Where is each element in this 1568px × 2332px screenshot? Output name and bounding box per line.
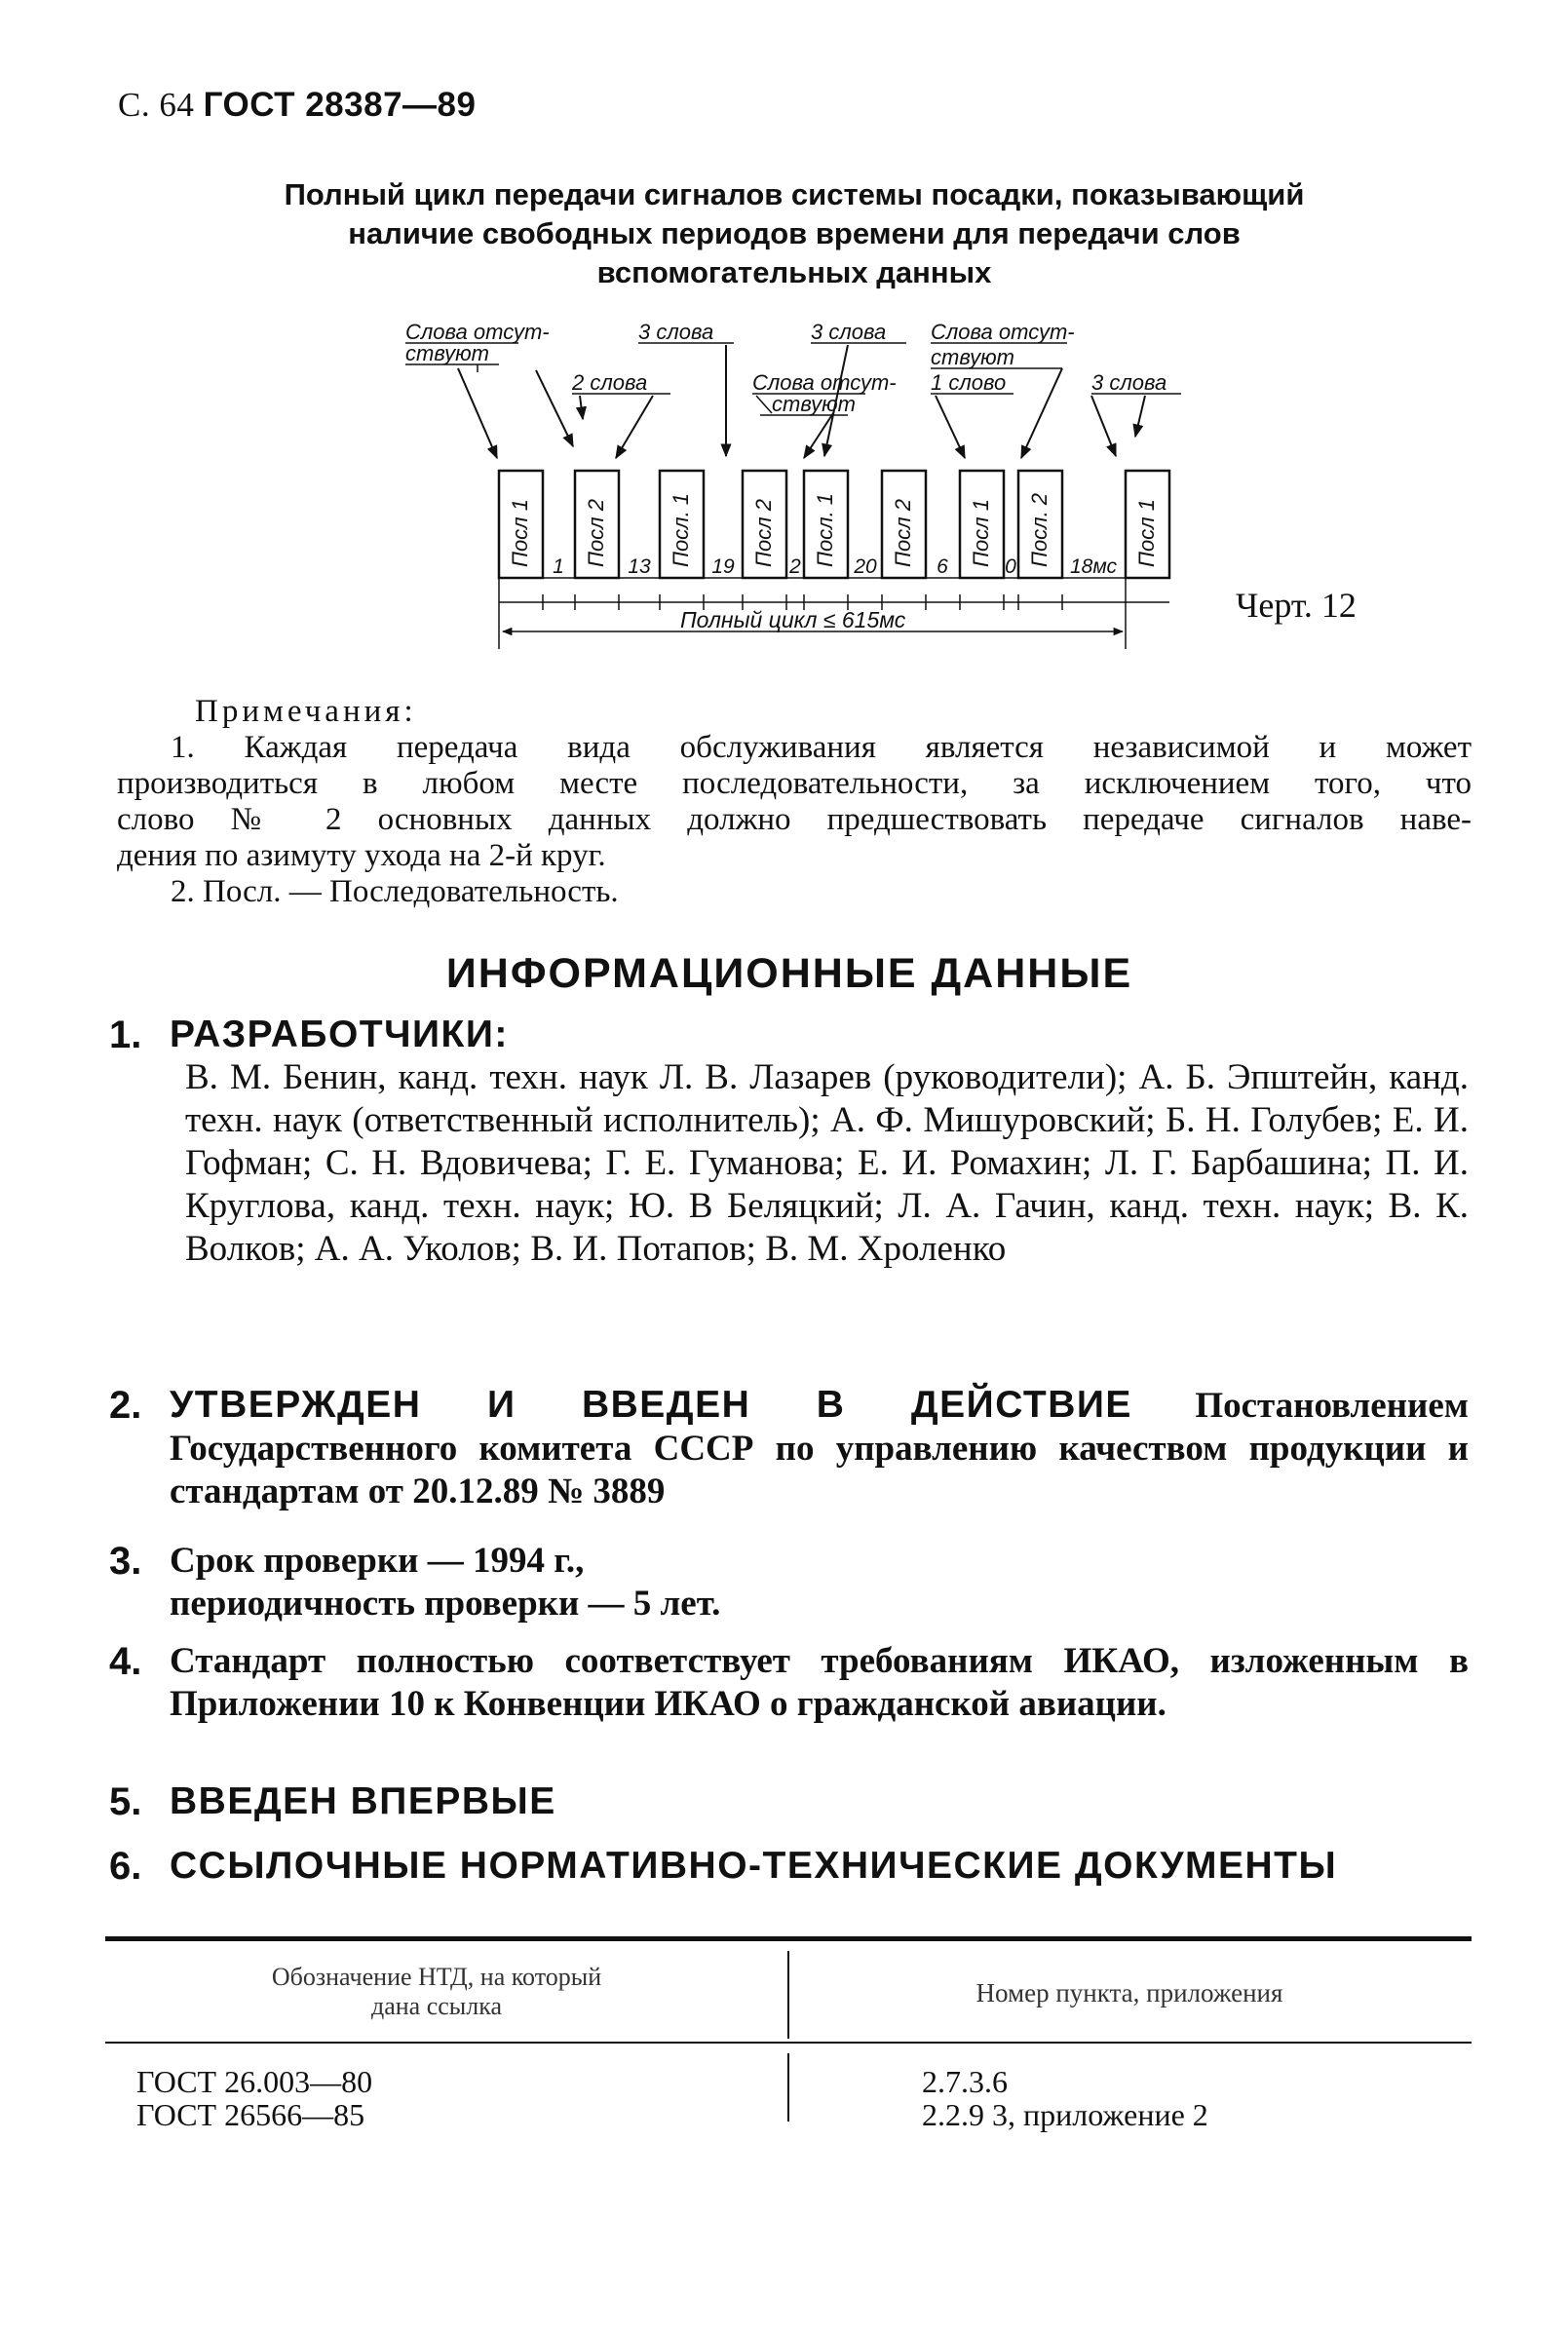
section-heading: УТВЕРЖДЕН И ВВЕДЕН В ДЕЙСТВИЕ	[170, 1384, 1132, 1426]
table-cell-refs	[922, 2065, 1208, 2131]
section-number: 3.	[109, 1540, 142, 1583]
section-number: 5.	[109, 1780, 142, 1823]
developers-list: В. М. Бенин, канд. техн. наук Л. В. Лазарев (руководители); А. Б. Эпштейн, канд. техн. наук (ответственный исполнитель); А. Ф. Мишуровский; Б. Н. Голубев; Е. И. Гофман; С. Н. Вдовичева; Г. Е. Гуманова; Е. И. Ромахин; Л. Г. Барбашина; П. И. Круглова, канд. техн. наук; Ю. В Беляцкий; Л. А. Гачин, канд. техн. наук; В. К. Волков; А. А. Уколов; В. И. Потапов; В. М. Хроленко	[185, 1057, 1469, 1269]
block-label: Посл 1	[508, 499, 532, 567]
section-review	[109, 1540, 1469, 1625]
annotation-text: 3 слова	[638, 320, 714, 344]
header-text: Обозначение НТД, на который	[271, 1963, 602, 1991]
figure-title-line: вспомогательных данных	[596, 255, 992, 289]
annotation-text: Слова отсут-	[405, 320, 550, 344]
table-cell-docs	[136, 2065, 372, 2131]
annotation-text: ствуют	[405, 341, 489, 365]
timing-diagram	[390, 310, 1199, 661]
notes	[117, 694, 1472, 910]
gap-value: 0	[1005, 555, 1016, 578]
section-text: Постановлением Государственного комитета СССР по управлению качеством продукции и стандартам от 20.12.89 № 3889	[170, 1386, 1469, 1511]
block-label: Посл 2	[891, 499, 915, 567]
section-heading: РАЗРАБОТЧИКИ:	[170, 1013, 509, 1055]
block-label: Посл 2	[751, 499, 776, 567]
section-number: 6.	[109, 1845, 142, 1888]
block-label: Посл 1	[1134, 499, 1159, 567]
section-number: 1.	[109, 1013, 142, 1056]
info-title: ИНФОРМАЦИОННЫЕ ДАННЫЕ	[445, 950, 1133, 997]
gap-value: 20	[854, 555, 877, 578]
annotation-text: ствуют	[772, 392, 856, 416]
standard-code: ГОСТ 28387—89	[203, 86, 477, 124]
annotation-text: 3 слова	[811, 320, 887, 344]
section-references	[109, 1845, 1469, 1889]
section-text: Срок проверки — 1994 г.,	[170, 1541, 585, 1581]
table-cell: ГОСТ 26566—85	[136, 2097, 365, 2132]
block-label: Посл 1	[969, 499, 993, 567]
block-label: Посл. 1	[813, 492, 837, 567]
note-line: производиться в любом месте последовательности, за исключением того, что	[117, 766, 1472, 801]
header-text: дана ссылка	[370, 1992, 503, 2020]
gap-value: 19	[711, 555, 735, 578]
figure-title	[195, 175, 1394, 292]
table-header-cell: Номер пункта, приложения	[975, 1978, 1283, 2007]
section-icao	[109, 1640, 1469, 1726]
gap-value: 6	[937, 555, 948, 578]
table-cell: 2.7.3.6	[922, 2064, 1008, 2099]
notes-title: Примечания:	[195, 694, 417, 729]
table-body	[105, 2044, 1472, 2160]
gap-value: 18мс	[1069, 555, 1118, 578]
section-heading: ССЫЛОЧНЫЕ НОРМАТИВНО-ТЕХНИЧЕСКИЕ ДОКУМЕНТЫ	[170, 1845, 1338, 1887]
annotation-text: Слова отсут-	[752, 370, 897, 395]
figure-title-line: Полный цикл передачи сигналов системы посадки, показывающий	[284, 177, 1305, 211]
gap-value: 13	[628, 555, 651, 578]
annotation-text: Слова отсут-	[931, 320, 1075, 344]
section-number: 2.	[109, 1384, 142, 1427]
section-approved	[109, 1384, 1469, 1513]
table-header-cell	[164, 1963, 709, 2021]
block-label: Посл 2	[584, 499, 608, 567]
note-line: 2. Посл. — Последовательность.	[171, 874, 619, 909]
page-header	[118, 86, 476, 125]
section-developers	[109, 1013, 1469, 1271]
block-label: Посл. 2	[1027, 492, 1052, 567]
column-divider	[787, 2053, 789, 2122]
reference-table	[105, 1936, 1472, 2160]
section-number: 4.	[109, 1640, 142, 1683]
table-header-row	[105, 1941, 1472, 2042]
gap-value: 1	[553, 555, 564, 578]
table-cell: ГОСТ 26.003—80	[136, 2064, 373, 2099]
table-cell: 2.2.9 3, приложение 2	[922, 2097, 1208, 2132]
note-line: дения по азимуту ухода на 2-й круг.	[117, 838, 606, 873]
block-label: Посл. 1	[669, 492, 693, 567]
section-first-introduced	[109, 1780, 1469, 1824]
note-line: слово № 2 основных данных должно предшествовать передаче сигналов наве-	[117, 802, 1472, 837]
section-heading: ВВЕДЕН ВПЕРВЫЕ	[170, 1780, 556, 1822]
section-text: Стандарт полностью соответствует требованиям ИКАО, изложенным в Приложении 10 к Конвенции ИКАО о гражданской авиации.	[170, 1641, 1469, 1724]
annotation-text: 2 слова	[572, 370, 648, 395]
annotation-text: 3 слова	[1091, 370, 1167, 395]
annotation-text: ствуют	[931, 345, 1014, 369]
figure-title-line: наличие свободных периодов времени для передачи слов	[348, 216, 1241, 250]
figure-caption: Черт. 12	[1236, 586, 1357, 625]
page-number: С. 64	[118, 86, 195, 124]
gap-value: 2	[789, 555, 801, 578]
note-line: 1. Каждая передача вида обслуживания является независимой и может	[171, 730, 1472, 765]
annotation-text: 1 слово	[931, 370, 1007, 395]
cycle-label: Полный цикл ≤ 615мс	[680, 607, 906, 632]
section-text: периодичность проверки — 5 лет.	[170, 1584, 721, 1624]
